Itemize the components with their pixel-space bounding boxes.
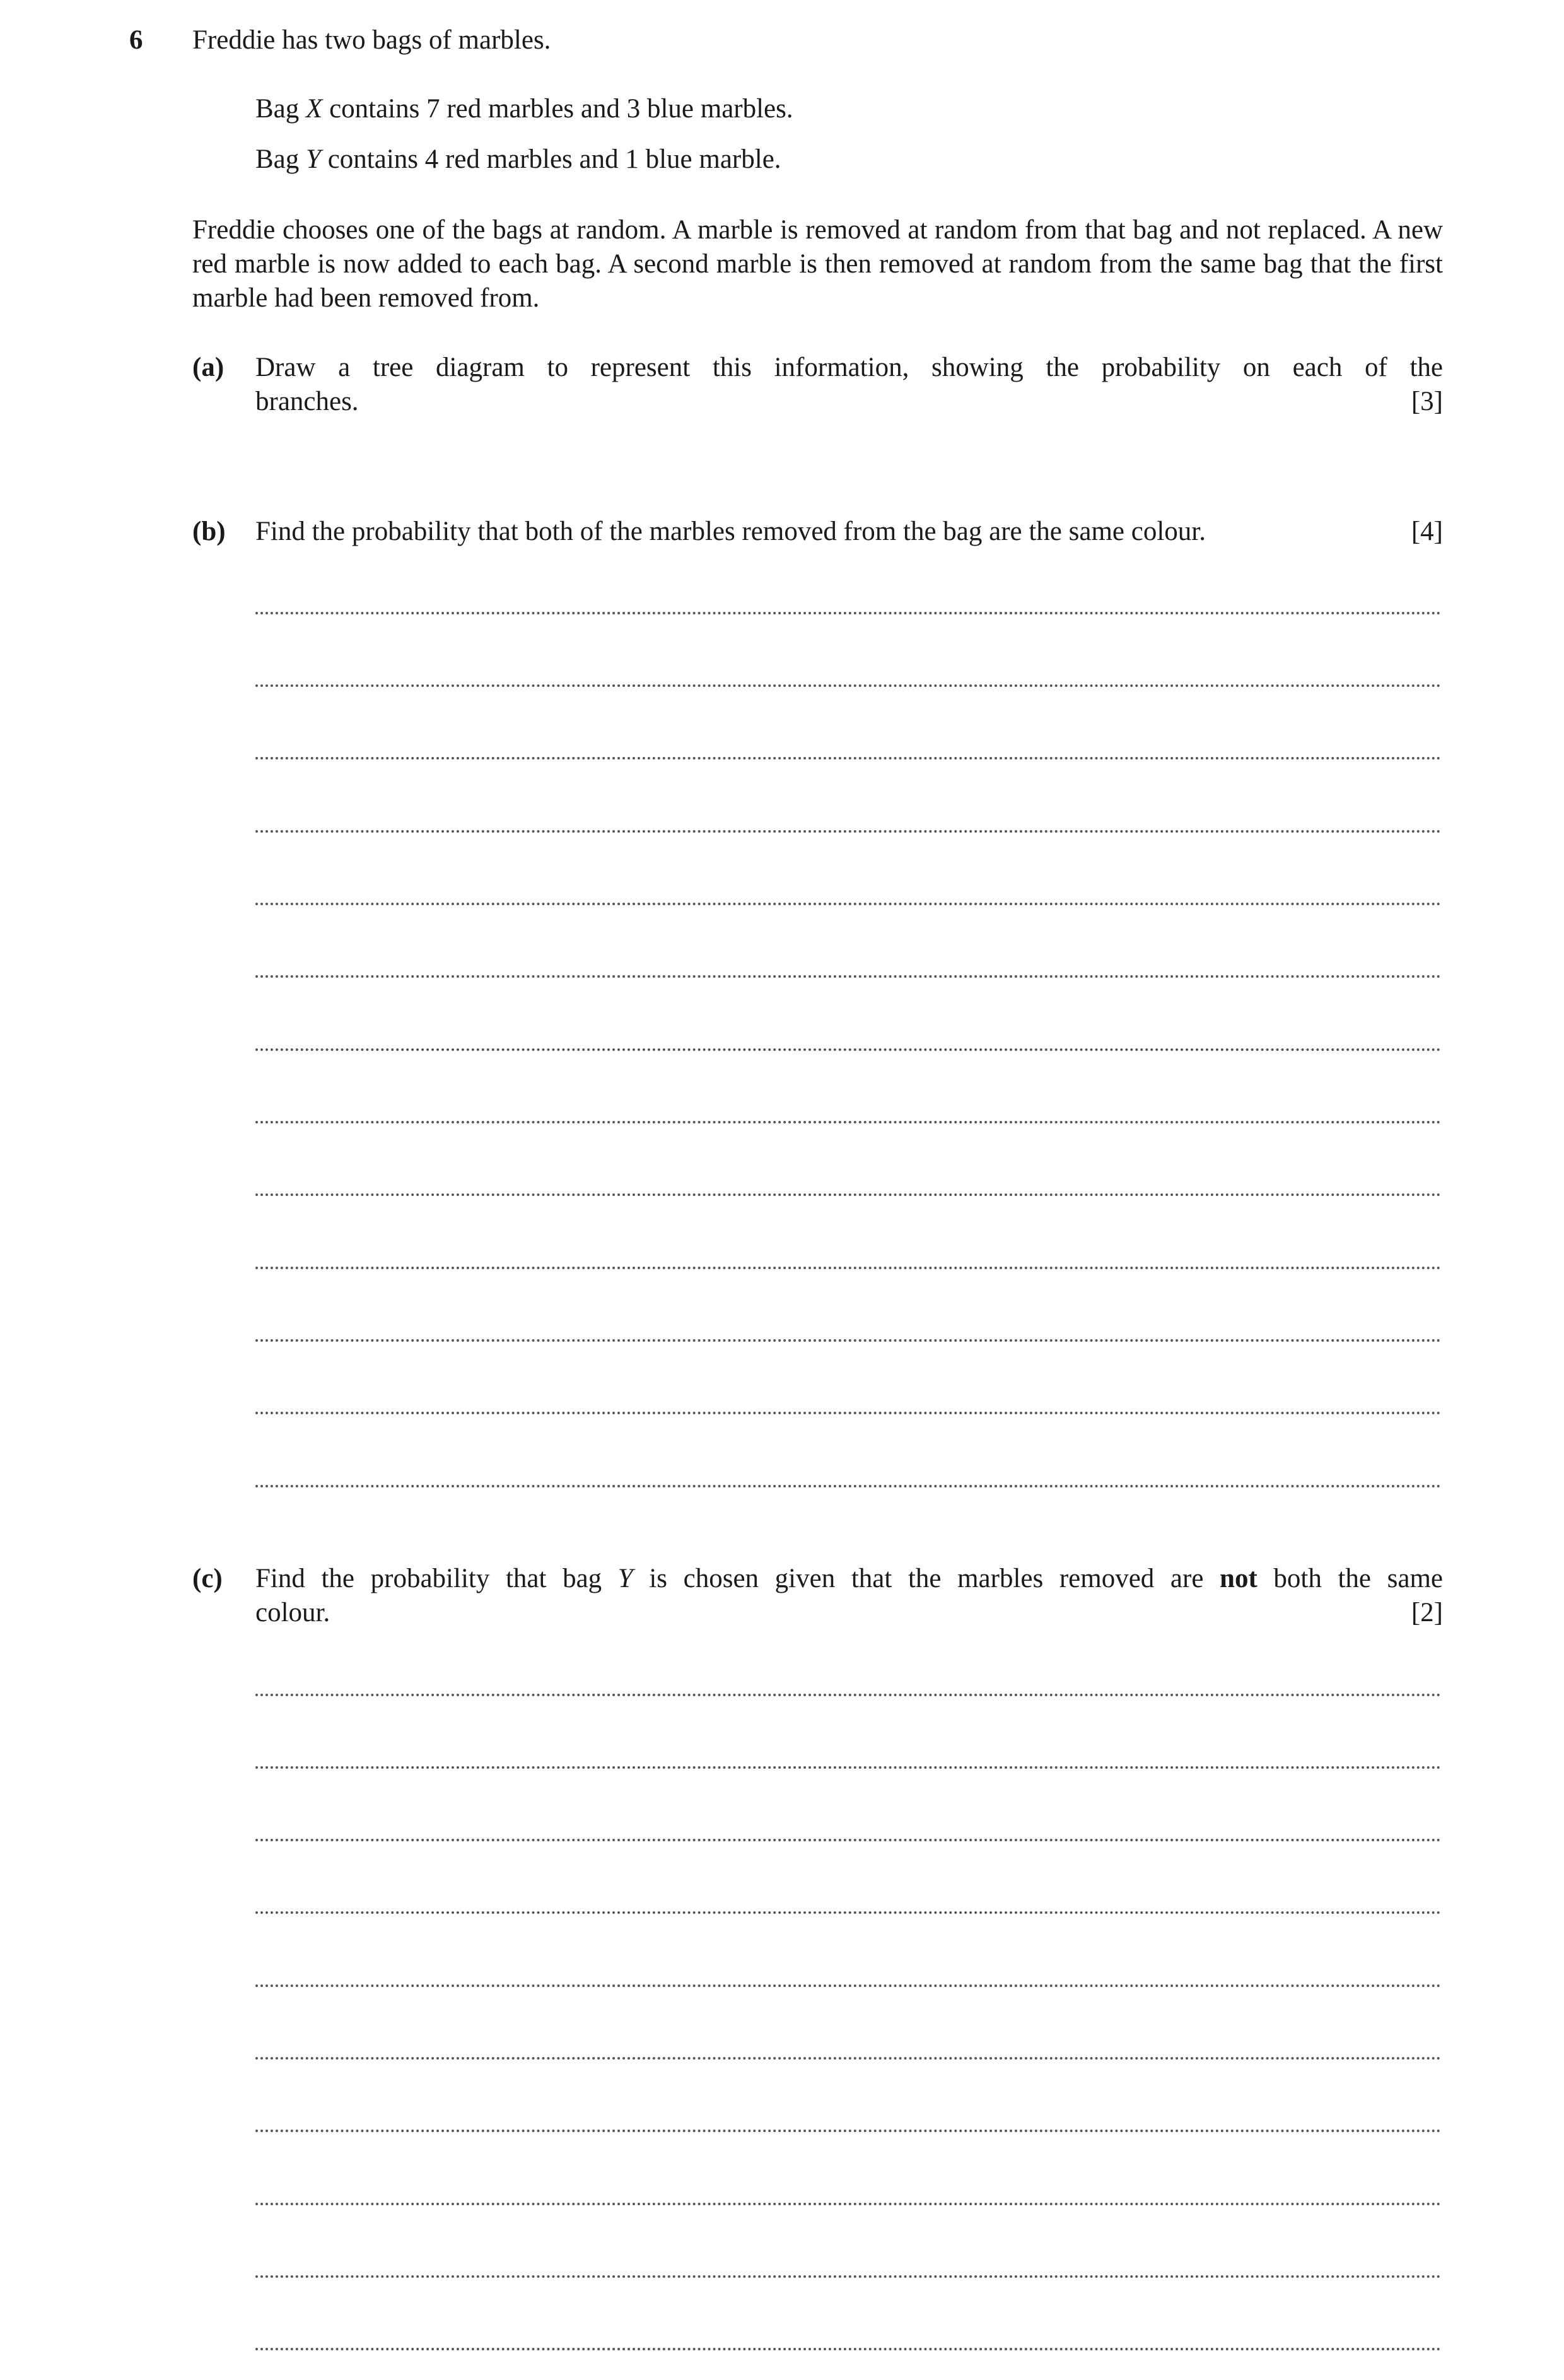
part-c-text-c: both the same [1257, 1564, 1443, 1593]
bag-x-description [255, 92, 793, 126]
part-a-text-line2: branches. [255, 387, 359, 416]
answer-line[interactable] [255, 1048, 1441, 1051]
part-c-emphasis: not [1220, 1564, 1258, 1593]
answer-line[interactable] [255, 1766, 1441, 1769]
part-c-var: Y [617, 1564, 633, 1593]
part-b-label: (b) [192, 517, 226, 546]
answer-line[interactable] [255, 2130, 1441, 2132]
part-a-text-line1: Draw a tree diagram to represent this information, showing the probability on each of the [255, 353, 1443, 382]
bag-y-prefix: Bag [255, 144, 306, 174]
answer-line[interactable] [255, 1193, 1441, 1196]
answer-line[interactable] [255, 903, 1441, 905]
answer-line[interactable] [255, 1485, 1441, 1487]
answer-line[interactable] [255, 1267, 1441, 1269]
answer-line[interactable] [255, 2275, 1441, 2278]
question-intro: Freddie has two bags of marbles. [192, 25, 551, 55]
answer-line[interactable] [255, 2203, 1441, 2205]
part-a-label: (a) [192, 353, 225, 382]
answer-line[interactable] [255, 2348, 1441, 2350]
answer-line[interactable] [255, 1911, 1441, 1914]
answer-line[interactable] [255, 612, 1441, 614]
bag-x-prefix: Bag [255, 94, 306, 124]
part-c-text-line1 [255, 1562, 1443, 1596]
scenario-text: Freddie chooses one of the bags at random. A marble is removed at random from that bag and not replaced. A new red marble is now added to each bag. A second marble is then removed at random from the same bag that the first marble had been removed from. [192, 215, 1443, 313]
answer-line[interactable] [255, 1412, 1441, 1414]
part-c-label: (c) [192, 1564, 223, 1593]
part-b-marks: [4] [1411, 517, 1443, 546]
part-b-text: Find the probability that both of the marbles removed from the bag are the same colour. [255, 517, 1206, 546]
answer-line[interactable] [255, 1694, 1441, 1696]
scenario-paragraph [192, 213, 1443, 315]
answer-line[interactable] [255, 1339, 1441, 1342]
part-c-marks: [2] [1411, 1598, 1443, 1627]
bag-y-text: contains 4 red marbles and 1 blue marble. [320, 144, 781, 174]
answer-line[interactable] [255, 757, 1441, 759]
part-c-text-line2: colour. [255, 1598, 330, 1627]
question-number: 6 [129, 25, 143, 55]
answer-line[interactable] [255, 2057, 1441, 2060]
part-c-text-b: is chosen given that the marbles removed are [633, 1564, 1220, 1593]
part-c-text-a: Find the probability that bag [255, 1564, 618, 1593]
answer-line[interactable] [255, 975, 1441, 978]
answer-line[interactable] [255, 1984, 1441, 1987]
answer-line[interactable] [255, 1121, 1441, 1123]
answer-line[interactable] [255, 684, 1441, 687]
bag-x-name: X [306, 94, 323, 124]
bag-y-description [255, 143, 781, 177]
bag-x-text: contains 7 red marbles and 3 blue marbles. [322, 94, 793, 124]
answer-line[interactable] [255, 830, 1441, 833]
bag-y-name: Y [306, 144, 321, 174]
part-a-marks: [3] [1411, 387, 1443, 416]
answer-line[interactable] [255, 1839, 1441, 1841]
